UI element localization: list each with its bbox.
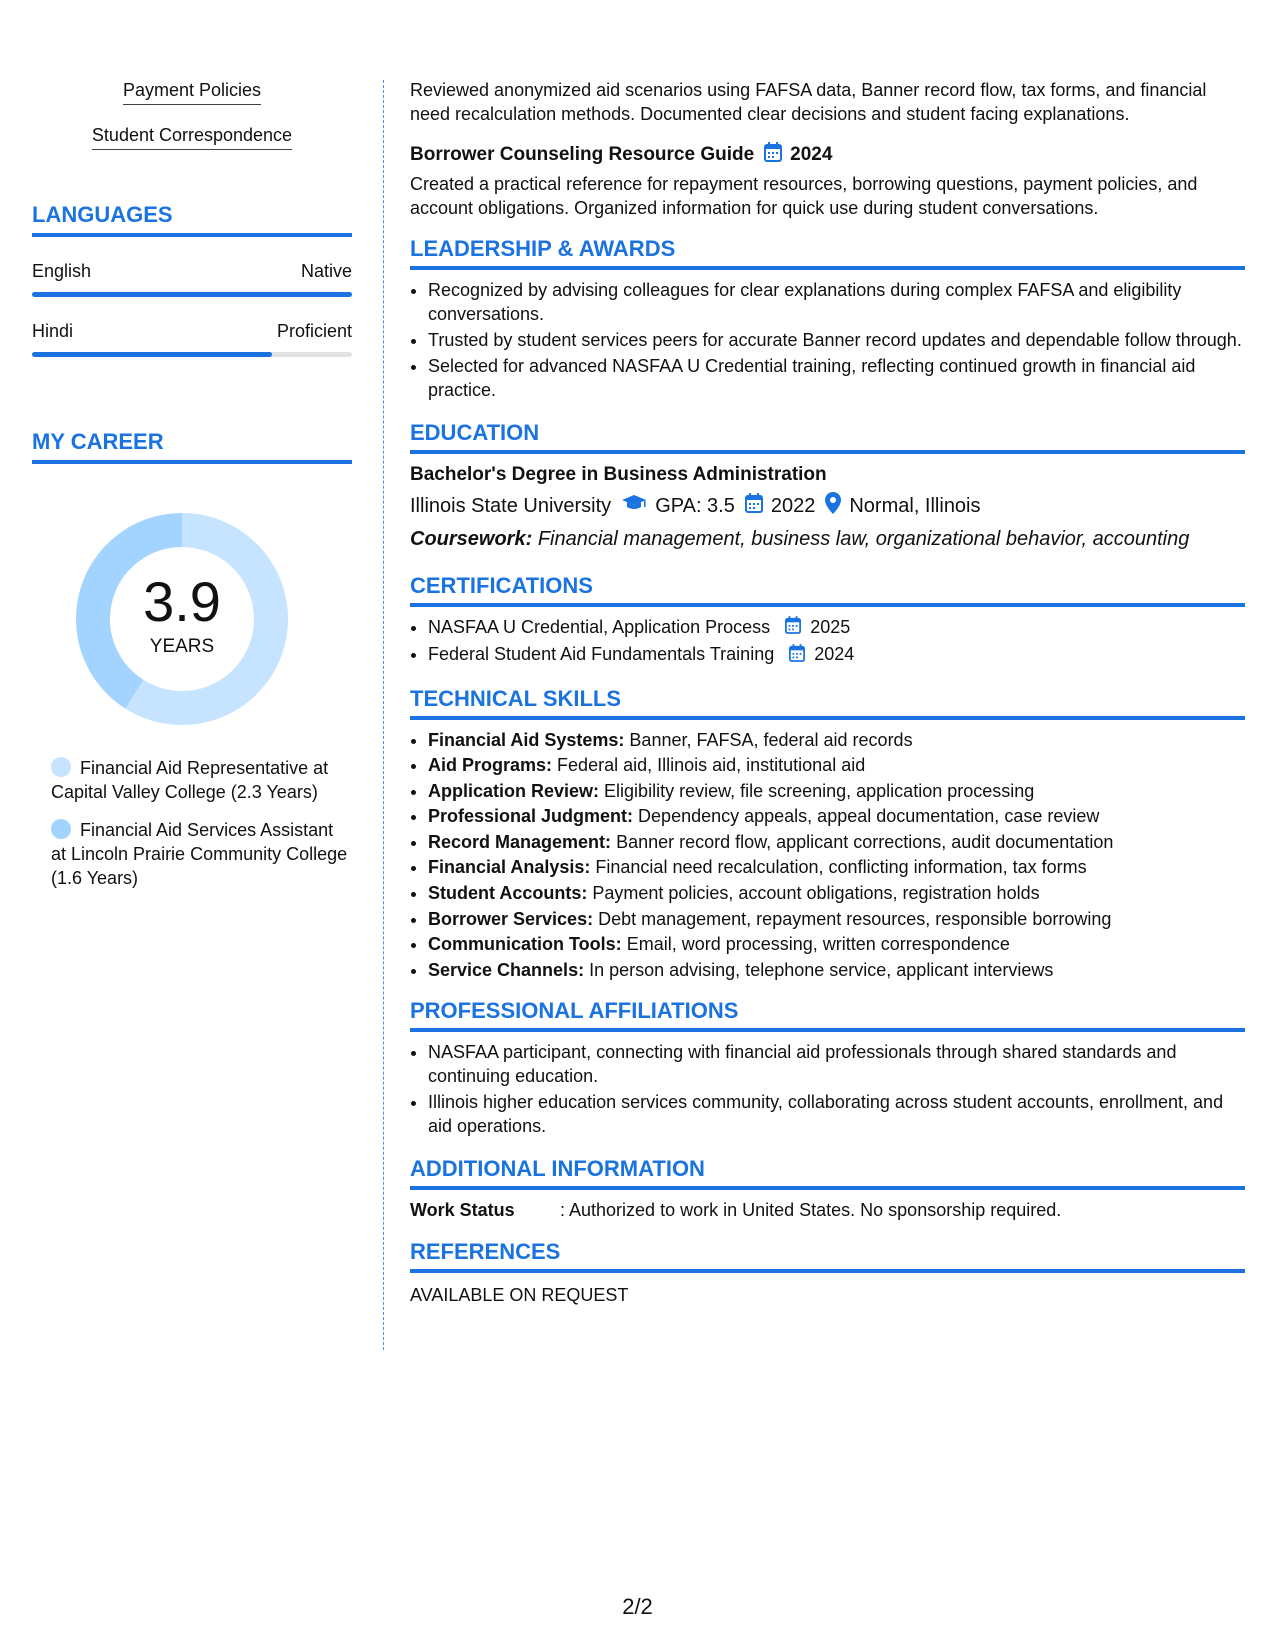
list-item [428,728,1245,752]
career-role-text: Financial Aid Representative at Capital Valley College (2.3 Years) [51,758,329,802]
career-total-years: 3.9 [143,570,221,633]
calendar-icon [764,142,782,168]
column-divider [383,80,384,1350]
language-item [32,321,352,357]
project-title-row [410,142,1245,168]
skill-label: Financial Analysis: [428,857,591,878]
page-number: 2/2 [622,1594,653,1619]
school-name: Illinois State University [410,494,612,517]
skill-value: Dependency appeals, appeal documentation, case review [638,806,1100,827]
calendar-icon [789,644,805,668]
list-item: • Trusted by student services peers for accurate Banner record updates and dependable follow through. [428,328,1245,352]
skill-value: Payment policies, account obligations, registration holds [592,883,1040,904]
degree-title: Bachelor's Degree in Business Administration [410,464,827,485]
language-level: Native [300,261,352,281]
career-donut-chart [67,504,297,734]
skill-label: Professional Judgment: [428,806,634,827]
additional-info-heading: ADDITIONAL INFORMATION [410,1156,1245,1190]
skill-label: Service Channels: [428,959,585,980]
list-item: • Selected for advanced NASFAA U Credential training, reflecting continued growth in financial aid practice. [428,354,1245,402]
list-item: • NASFAA participant, connecting with financial aid professionals through shared standards and continuing education. [428,1040,1245,1088]
certification-year: 2024 [814,644,855,665]
skill-value: Eligibility review, file screening, application processing [604,780,1035,801]
legend-dot [51,819,71,839]
list-item [428,958,1245,982]
education-heading: EDUCATION [410,420,1245,454]
calendar-icon [745,493,763,519]
list-item [428,830,1245,854]
coursework-text: Financial management, business law, organizational behavior, accounting [537,528,1190,550]
language-proficiency-bar [32,352,352,357]
gpa: GPA: 3.5 [655,494,735,517]
project-title: Borrower Counseling Resource Guide [410,144,755,165]
certification-name: Federal Student Aid Fundamentals Training [428,644,775,665]
skill-value: Debt management, repayment resources, responsible borrowing [598,908,1112,929]
language-name: English [32,261,92,281]
leadership-list [410,278,1245,402]
skill-label: Aid Programs: [428,755,553,776]
project-intro-text: Reviewed anonymized aid scenarios using FAFSA data, Banner record flow, tax forms, and financial need recalculation methods. Documented clear decisions and student facing explanations. [410,80,1207,124]
language-level: Proficient [276,321,352,341]
language-proficiency-fill [32,352,272,357]
references-text: AVAILABLE ON REQUEST [410,1284,629,1305]
list-item [428,642,1245,667]
skill-label: Communication Tools: [428,934,622,955]
leadership-heading: LEADERSHIP & AWARDS [410,236,1245,270]
project-description: Created a practical reference for repayment resources, borrowing questions, payment policies, and account obligations. Organized information for quick use during student conversations. [410,174,1198,218]
work-status-label: Work Status [410,1199,515,1220]
skill-tag: Payment Policies [123,80,261,105]
list-item [428,753,1245,777]
calendar-icon [785,616,801,640]
list-item [428,615,1245,640]
certifications-heading: CERTIFICATIONS [410,573,1245,607]
references-heading: REFERENCES [410,1239,1245,1273]
list-item [428,779,1245,803]
work-status-value: : Authorized to work in United States. No sponsorship required. [560,1199,1062,1220]
career-legend-item [32,756,352,804]
affiliations-heading: PROFESSIONAL AFFILIATIONS [410,998,1245,1032]
list-item: • Recognized by advising colleagues for clear explanations during complex FAFSA and eligibility conversations. [428,278,1245,326]
project-date: 2024 [790,144,833,165]
list-item [428,907,1245,931]
skill-label: Financial Aid Systems: [428,729,625,750]
skill-label: Student Accounts: [428,883,588,904]
language-item [32,261,352,297]
sidebar [32,80,352,890]
skill-value: Banner, FAFSA, federal aid records [629,729,913,750]
skill-value: In person advising, telephone service, applicant interviews [589,959,1054,980]
career-role-text: Financial Aid Services Assistant at Lincoln Prairie Community College (1.6 Years) [51,820,348,888]
skill-value: Email, word processing, written correspondence [626,934,1010,955]
affiliations-list [410,1040,1245,1138]
language-name: Hindi [32,321,74,341]
school-location: Normal, Illinois [849,494,981,517]
skill-value: Banner record flow, applicant corrections, audit documentation [616,831,1114,852]
career-legend-item [32,818,352,890]
skill-label: Borrower Services: [428,908,594,929]
language-proficiency-bar [32,292,352,297]
career-legend [32,756,352,890]
graduation-cap-icon [621,494,647,518]
technical-skills-list [410,728,1245,982]
list-item [428,855,1245,879]
career-years-label: YEARS [149,636,215,657]
main-content [410,78,1245,1307]
location-pin-icon [825,492,841,520]
skill-value: Financial need recalculation, conflicting information, tax forms [595,857,1087,878]
certifications-list [410,615,1245,668]
technical-skills-heading: TECHNICAL SKILLS [410,686,1245,720]
coursework-label: Coursework: [410,528,533,550]
list-item [428,932,1245,956]
list-item [428,881,1245,905]
skill-value: Federal aid, Illinois aid, institutional aid [557,755,866,776]
career-heading: MY CAREER [32,429,352,464]
certification-name: NASFAA U Credential, Application Process [428,617,771,637]
work-status-row [410,1200,1245,1221]
skill-tag: Student Correspondence [92,125,292,150]
coursework [410,528,1245,551]
list-item: • Illinois higher education services community, collaborating across student accounts, enrollment, and aid operations. [428,1090,1245,1138]
education-details [410,492,1245,520]
skill-label: Record Management: [428,831,612,852]
list-item [428,804,1245,828]
legend-dot [51,757,71,777]
certification-year: 2025 [810,617,851,637]
language-proficiency-fill [32,292,352,297]
languages-heading: LANGUAGES [32,202,352,237]
graduation-year: 2022 [770,494,816,517]
skill-label: Application Review: [428,780,600,801]
